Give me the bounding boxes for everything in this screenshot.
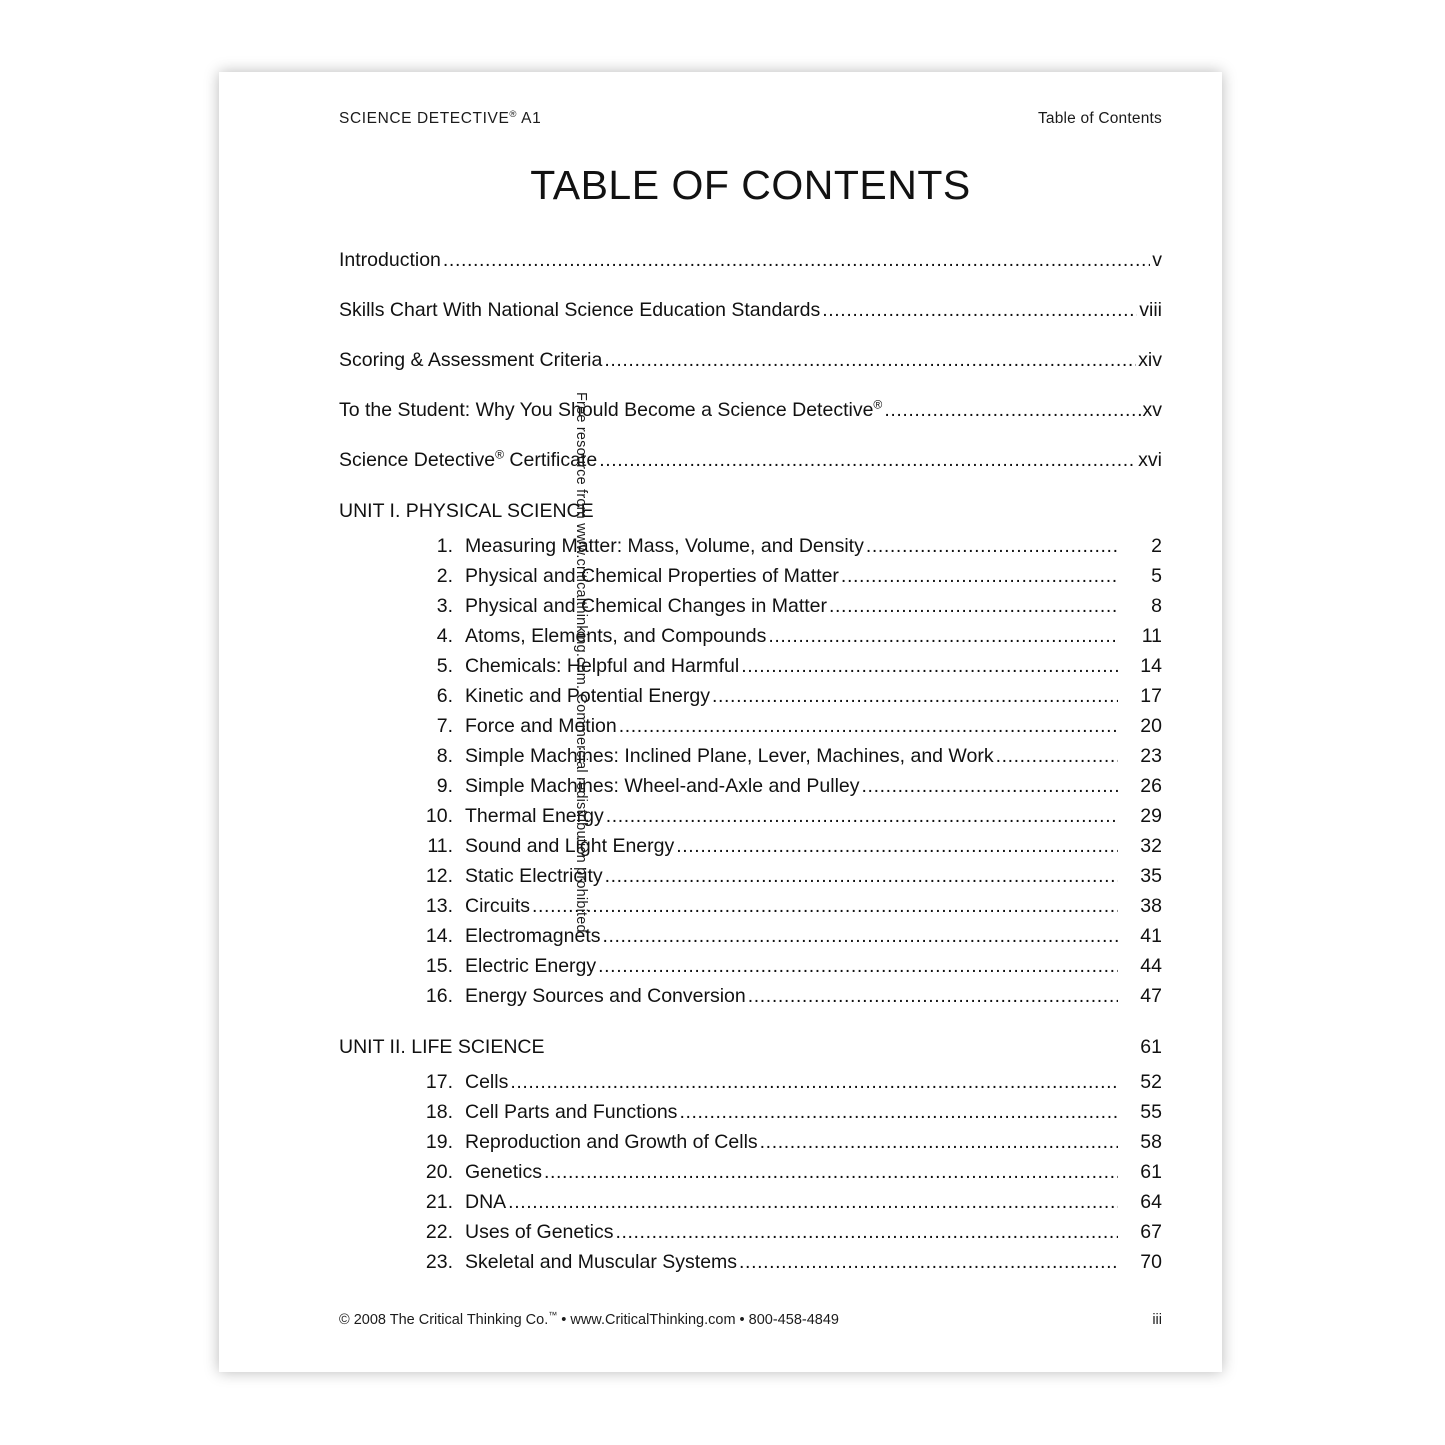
toc-entry-label <box>339 399 882 422</box>
unit-heading-page: 61 <box>1140 1036 1162 1058</box>
toc-row-page: 11 <box>1141 625 1162 647</box>
toc-row <box>339 745 1162 768</box>
dot-leader <box>443 249 1150 272</box>
dot-leader <box>606 805 1118 828</box>
unit-heading <box>339 500 1162 523</box>
toc-entry-label-tail: Certificate <box>503 449 598 471</box>
dot-leader <box>739 1251 1118 1274</box>
dot-leader <box>760 1131 1118 1154</box>
toc-row-title: Uses of Genetics <box>465 1221 614 1243</box>
dot-leader <box>532 895 1118 918</box>
running-head-level: A1 <box>517 110 542 127</box>
dot-leader <box>712 685 1118 708</box>
toc-row-number: 19. <box>425 1131 453 1153</box>
running-head-right: Table of Contents <box>1037 110 1162 127</box>
toc-row-page: 58 <box>1140 1131 1162 1153</box>
toc-row-title: Sound and Light Energy <box>465 835 675 857</box>
toc-row <box>339 1101 1162 1124</box>
toc-row-page: 41 <box>1140 925 1162 947</box>
toc-entry-label: Scoring & Assessment Criteria <box>339 349 603 371</box>
toc-row-page: 70 <box>1140 1251 1162 1273</box>
toc-row-page: 47 <box>1140 985 1162 1007</box>
footer-contact-text: • www.CriticalThinking.com • 800-458-4849 <box>557 1312 839 1328</box>
toc-row <box>339 895 1162 918</box>
page-title: TABLE OF CONTENTS <box>530 162 971 208</box>
dot-leader <box>679 1101 1118 1124</box>
toc-row-number: 23. <box>425 1251 453 1273</box>
toc-row <box>339 625 1162 648</box>
toc-front-row <box>339 349 1162 372</box>
toc-front-row <box>339 399 1162 422</box>
toc-entry-label <box>339 449 597 472</box>
toc-row-number: 5. <box>436 655 453 677</box>
toc-row-title: Circuits <box>465 895 531 917</box>
toc-row <box>339 985 1162 1008</box>
dot-leader <box>598 955 1118 978</box>
toc-entry-page: xv <box>1142 399 1162 421</box>
toc-row-title: Electric Energy <box>465 955 597 977</box>
toc-row-page: 23 <box>1140 745 1162 767</box>
unit-heading <box>339 1036 1162 1059</box>
dot-leader <box>884 399 1140 422</box>
toc-row-page: 38 <box>1140 895 1162 917</box>
toc-row-page: 8 <box>1151 595 1162 617</box>
toc-row <box>339 715 1162 738</box>
registered-mark-icon: ® <box>873 397 883 412</box>
toc-entry-label: Skills Chart With National Science Education Standards <box>339 299 821 321</box>
toc-row <box>339 1071 1162 1094</box>
toc-row-title: Kinetic and Potential Energy <box>465 685 710 707</box>
toc-row <box>339 835 1162 858</box>
toc-row-page: 67 <box>1140 1221 1162 1243</box>
toc-row-number: 21. <box>425 1191 453 1213</box>
toc-row-number: 6. <box>436 685 453 707</box>
toc-row <box>339 595 1162 618</box>
footer-copyright <box>339 1312 839 1328</box>
toc-row <box>339 685 1162 708</box>
toc-row <box>339 1131 1162 1154</box>
dot-leader <box>602 925 1118 948</box>
toc-row-title: Static Electricity <box>465 865 603 887</box>
toc-entry-label: Introduction <box>339 249 441 271</box>
toc-row <box>339 925 1162 948</box>
toc-row <box>339 1191 1162 1214</box>
toc-row-number: 15. <box>425 955 453 977</box>
toc-row-page: 26 <box>1140 775 1162 797</box>
toc-row-number: 13. <box>425 895 453 917</box>
toc-entry-label-text: Science Detective <box>339 449 496 471</box>
toc-row-title: Force and Motion <box>465 715 617 737</box>
toc-row-number: 11. <box>427 835 453 857</box>
toc-row-title: Energy Sources and Conversion <box>465 985 746 1007</box>
toc-row <box>339 1221 1162 1244</box>
toc-row <box>339 1251 1162 1274</box>
dot-leader <box>508 1191 1118 1214</box>
toc-row-page: 14 <box>1140 655 1162 677</box>
unit-heading-label: UNIT I. PHYSICAL SCIENCE <box>339 500 594 522</box>
toc-row-number: 14. <box>425 925 453 947</box>
toc-row-title: Simple Machines: Wheel-and-Axle and Pulley <box>465 775 860 797</box>
toc-row-number: 7. <box>436 715 453 737</box>
toc-row-page: 32 <box>1140 835 1162 857</box>
toc-row-number: 20. <box>425 1161 453 1183</box>
dot-leader <box>676 835 1118 858</box>
unit-heading-label: UNIT II. LIFE SCIENCE <box>339 1036 545 1058</box>
toc-row-title: DNA <box>465 1191 507 1213</box>
toc-row-page: 17 <box>1140 685 1162 707</box>
dot-leader <box>822 299 1137 322</box>
toc-row-page: 55 <box>1140 1101 1162 1123</box>
toc-row-title: Simple Machines: Inclined Plane, Lever, Machines, and Work <box>465 745 994 767</box>
toc-row-title: Physical and Chemical Changes in Matter <box>465 595 828 617</box>
toc-row-number: 22. <box>425 1221 453 1243</box>
toc-entry-page: xvi <box>1138 449 1162 471</box>
toc-row-title: Electromagnets <box>465 925 601 947</box>
toc-row-number: 18. <box>425 1101 453 1123</box>
dot-leader <box>862 775 1118 798</box>
toc-entry-page: v <box>1152 249 1162 271</box>
toc-row-title: Cells <box>465 1071 509 1093</box>
dot-leader <box>741 655 1118 678</box>
dot-leader <box>615 1221 1118 1244</box>
dot-leader <box>866 535 1118 558</box>
toc-row-title: Genetics <box>465 1161 542 1183</box>
toc-row-page: 52 <box>1140 1071 1162 1093</box>
toc-row-title: Skeletal and Muscular Systems <box>465 1251 738 1273</box>
toc-row <box>339 565 1162 588</box>
toc-row <box>339 1161 1162 1184</box>
toc-row-page: 29 <box>1140 805 1162 827</box>
toc-row-page: 61 <box>1140 1161 1162 1183</box>
dot-leader <box>599 449 1136 472</box>
toc-row <box>339 775 1162 798</box>
toc-row-title: Chemicals: Helpful and Harmful <box>465 655 740 677</box>
dot-leader <box>604 349 1136 372</box>
toc-row-page: 44 <box>1140 955 1162 977</box>
toc-row <box>339 655 1162 678</box>
toc-row-page: 35 <box>1140 865 1162 887</box>
table-of-contents <box>339 249 1162 1274</box>
toc-row-title: Thermal Energy <box>465 805 604 827</box>
toc-entry-page: xiv <box>1138 349 1162 371</box>
toc-row-title: Cell Parts and Functions <box>465 1101 678 1123</box>
footer-page-number: iii <box>1152 1312 1162 1328</box>
toc-row-number: 4. <box>436 625 453 647</box>
dot-leader <box>748 985 1118 1008</box>
toc-row-page: 2 <box>1151 535 1162 557</box>
side-watermark-note: Free resource from www.criticalthinking.com. Commercial redistribution prohibited <box>573 392 589 933</box>
toc-front-row <box>339 299 1162 322</box>
toc-row-page: 20 <box>1140 715 1162 737</box>
toc-row-title: Measuring Matter: Mass, Volume, and Density <box>465 535 864 557</box>
toc-front-row <box>339 249 1162 272</box>
running-head <box>339 110 1162 128</box>
dot-leader <box>544 1161 1118 1184</box>
toc-row-number: 3. <box>436 595 453 617</box>
dot-leader <box>841 565 1118 588</box>
running-head-book-title: SCIENCE DETECTIVE <box>339 110 510 127</box>
toc-row-number: 8. <box>436 745 453 767</box>
toc-row-number: 9. <box>436 775 453 797</box>
dot-leader <box>605 865 1118 888</box>
dot-leader <box>619 715 1118 738</box>
toc-row-number: 12. <box>425 865 453 887</box>
toc-entry-label-text: To the Student: Why You Should Become a Science Detective <box>339 399 874 421</box>
toc-row-title: Atoms, Elements, and Compounds <box>465 625 767 647</box>
trademark-icon: ™ <box>548 1310 558 1321</box>
footer-copyright-text: © 2008 The Critical Thinking Co. <box>339 1312 549 1328</box>
toc-row-number: 10. <box>425 805 453 827</box>
dot-leader <box>768 625 1118 648</box>
document-page <box>219 72 1222 1372</box>
toc-row <box>339 865 1162 888</box>
toc-row-page: 5 <box>1151 565 1162 587</box>
toc-row <box>339 805 1162 828</box>
toc-row <box>339 955 1162 978</box>
running-head-left <box>339 110 541 128</box>
registered-mark-icon: ® <box>495 447 504 462</box>
dot-leader <box>996 745 1118 768</box>
dot-leader <box>510 1071 1118 1094</box>
registered-mark-icon: ® <box>509 108 518 120</box>
page-footer <box>339 1312 1162 1328</box>
toc-row <box>339 535 1162 558</box>
toc-row-number: 2. <box>436 565 453 587</box>
toc-row-title: Physical and Chemical Properties of Matter <box>465 565 839 587</box>
toc-front-row <box>339 449 1162 472</box>
toc-row-number: 16. <box>425 985 453 1007</box>
dot-leader <box>829 595 1118 618</box>
toc-row-page: 64 <box>1140 1191 1162 1213</box>
toc-entry-page: viii <box>1139 299 1162 321</box>
toc-row-number: 17. <box>425 1071 453 1093</box>
toc-row-title: Reproduction and Growth of Cells <box>465 1131 758 1153</box>
toc-row-number: 1. <box>436 535 453 557</box>
